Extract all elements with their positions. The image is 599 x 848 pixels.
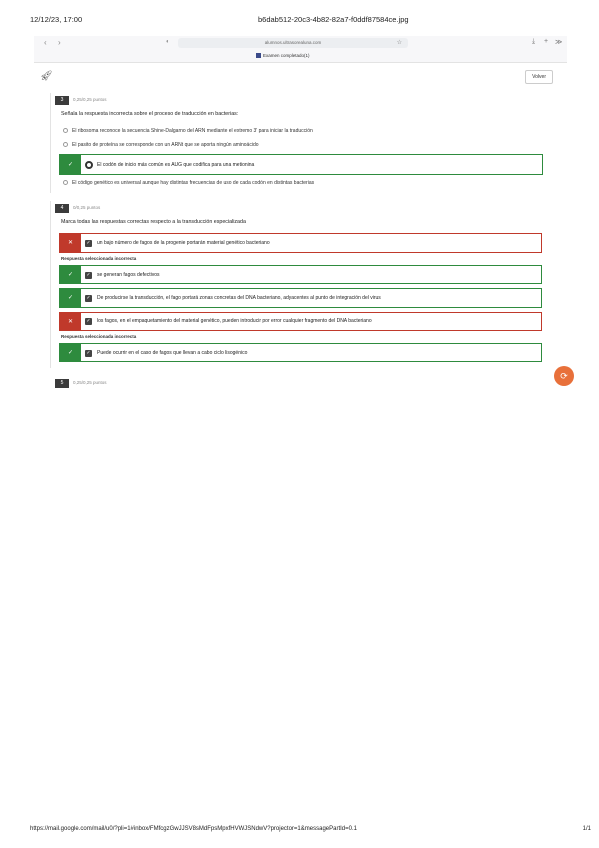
- answer-feedback: Respuesta seleccionada incorrecta: [61, 334, 137, 339]
- checkbox-checked-icon: ✓: [86, 318, 91, 324]
- answer-text: Puede ocurrir en el caso de fagos que llevan a cabo ciclo lisogénico: [97, 350, 248, 356]
- extension-bar: [34, 51, 567, 63]
- radio-icon[interactable]: [63, 180, 68, 185]
- back-icon[interactable]: ‹: [44, 38, 47, 47]
- option-d[interactable]: El código genético es universal aunque hay distintas frecuencias de uso de cada codón en distintas bacterias: [63, 180, 314, 186]
- refresh-fab-icon[interactable]: ⟳: [554, 366, 574, 386]
- answer-text: los fagos, en el empaquetamiento del material genético, pueden introducir por error cualquier fragmento del DNA bacteriano: [97, 318, 372, 324]
- checkbox-checked-icon: ✓: [86, 295, 91, 301]
- shield-icon[interactable]: ◐: [166, 39, 170, 45]
- question-points: 0/0,25 puntos: [73, 205, 101, 210]
- address-bar[interactable]: [178, 38, 408, 48]
- print-page-number: 1/1: [582, 826, 591, 832]
- back-button[interactable]: Volver: [525, 70, 553, 84]
- answer-text: De producirse la transducción, el fago portará zonas concretas del DNA bacteriano, adyacentes al punto de integración del virus: [97, 295, 381, 301]
- question-text: Marca todas las respuestas correctas respecto a la transducción especializada: [61, 219, 246, 225]
- question-number: 5: [55, 379, 69, 388]
- print-url: https://mail.google.com/mail/u0/?pli=1#inbox/FMfcgzGwJJSV8sMdFpsMpxfHVWJSNdwV?projector=1&messagePartId=0.1: [30, 826, 357, 832]
- extension-label: Examen completado(1): [263, 53, 310, 58]
- correct-mark-icon: ✓: [60, 289, 81, 307]
- answer-text: se generan fagos defectivos: [97, 272, 160, 278]
- answer-feedback: Respuesta seleccionada incorrecta: [61, 256, 137, 261]
- menu-icon[interactable]: ≫: [555, 39, 563, 46]
- option-b[interactable]: El pasito de proteína se corresponde con un ARNt que se aporta ningún aminoácido: [63, 142, 259, 148]
- question-text: Señala la respuesta incorrecta sobre el proceso de traducción en bacterias:: [61, 111, 239, 117]
- radio-icon[interactable]: [63, 142, 68, 147]
- browser-window: [34, 36, 567, 390]
- forward-icon[interactable]: ›: [58, 38, 61, 47]
- option-a[interactable]: El ribosoma reconoce la secuencia Shine-Dalgarno del ARN mediante el extremo 3' para iniciar la traducción: [63, 128, 313, 134]
- correct-mark-icon: ✓: [60, 155, 81, 174]
- answer-row: [59, 312, 542, 331]
- browser-toolbar: [34, 36, 567, 51]
- add-icon[interactable]: +: [544, 38, 549, 45]
- rocket-icon: 🚀︎: [40, 71, 53, 82]
- extension-icon: [256, 53, 261, 58]
- answer-row: [59, 288, 542, 308]
- incorrect-mark-icon: ✕: [60, 313, 81, 330]
- question-number: 3: [55, 96, 69, 105]
- extension-chip[interactable]: [256, 53, 310, 58]
- question-points: 0,25/0,25 puntos: [73, 97, 107, 102]
- correct-mark-icon: ✓: [60, 344, 81, 361]
- url-text: alumnos.ultrasorealuna.com: [264, 40, 322, 45]
- selected-answer: [59, 154, 543, 175]
- checkbox-checked-icon: ✓: [86, 272, 91, 278]
- print-datetime: 12/12/23, 17:00: [30, 15, 83, 24]
- print-filename: b6dab512-20c3-4b82-82a7-f0ddf87584ce.jpg: [258, 15, 409, 24]
- incorrect-mark-icon: ✕: [60, 234, 81, 252]
- question-points: 0,25/0,25 puntos: [73, 380, 107, 385]
- star-icon[interactable]: ☆: [396, 40, 402, 46]
- checkbox-checked-icon: ✓: [86, 240, 91, 246]
- answer-row: [59, 343, 542, 362]
- question-number: 4: [55, 204, 69, 213]
- answer-text: El codón de inicio más común es AUG que codifica para una metionina: [97, 162, 255, 168]
- answer-row: [59, 265, 542, 284]
- radio-icon[interactable]: [63, 128, 68, 133]
- answer-row: [59, 233, 542, 253]
- download-icon[interactable]: ⤓: [532, 38, 536, 45]
- answer-text: un bajo número de fagos de la progenie portarán material genético bacteriano: [97, 240, 270, 246]
- radio-selected-icon: [85, 161, 93, 169]
- checkbox-checked-icon: ✓: [86, 350, 91, 356]
- app-bar: [34, 66, 567, 86]
- correct-mark-icon: ✓: [60, 266, 81, 283]
